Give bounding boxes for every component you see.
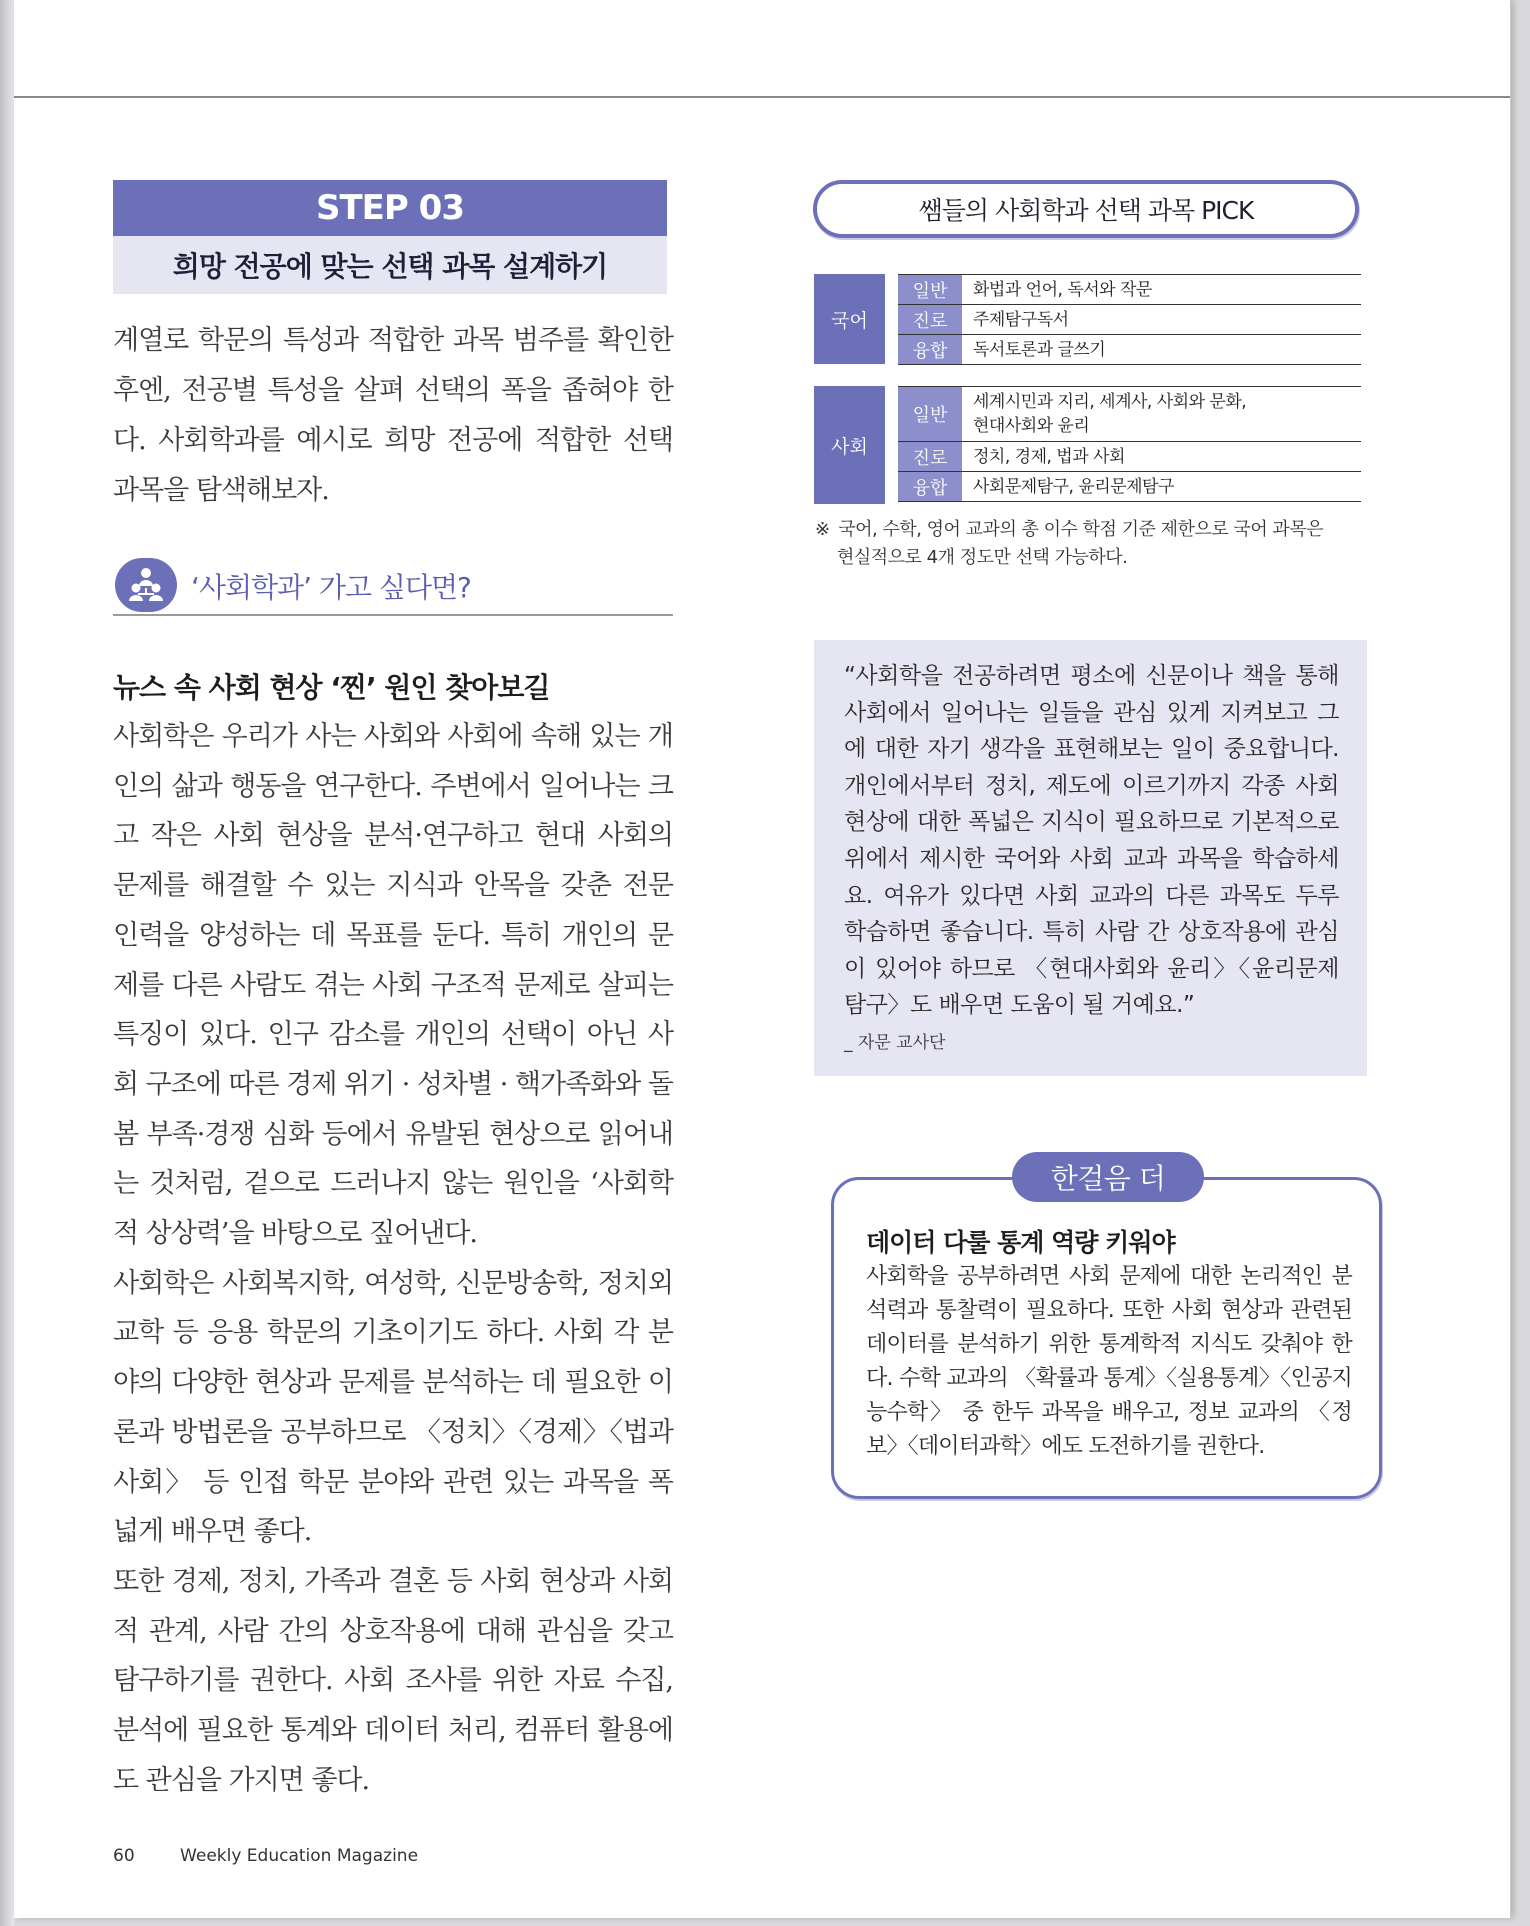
subject-type: 진로 — [898, 442, 963, 471]
major-heading — [113, 558, 673, 616]
teacher-quote-box — [814, 640, 1367, 1076]
subject-list-line: 현대사회와 윤리 — [973, 416, 1090, 436]
subject-group-social — [814, 386, 1354, 504]
magazine-name: Weekly Education Magazine — [180, 1846, 419, 1866]
note-line: 현실적으로 4개 정도만 선택 가능하다. — [837, 547, 1128, 568]
step-header — [113, 180, 667, 294]
subject-list: 화법과 언어, 독서와 작문 — [973, 279, 1152, 300]
subject-list: 사회문제탐구, 윤리문제탐구 — [973, 476, 1174, 497]
tip-label: 한걸음 더 — [1012, 1152, 1204, 1202]
page-edge — [0, 0, 14, 1926]
subject-row — [898, 335, 1361, 365]
subject-row — [898, 387, 1361, 442]
subject-row — [898, 305, 1361, 335]
subject-group-korean — [814, 274, 1354, 364]
subject-rows — [898, 274, 1361, 365]
tip-text: 사회학을 공부하려면 사회 문제에 대한 논리적인 분석력과 통찰력이 필요하다. 또한 사회 현상과 관련된 데이터를 분석하기 위한 통계학적 지식도 갖춰야 한다. 수학 교과의 〈확률과 통계〉〈실용통계〉〈인공지능수학〉 중 한두 과목을 배우고, 정보 교과의 〈정보〉〈데이터과학〉에도 도전하기를 권한다. — [866, 1264, 1352, 1459]
subject-category: 국어 — [814, 274, 885, 364]
subject-list: 주제탐구독서 — [973, 309, 1069, 330]
note-mark: ※ — [815, 519, 830, 540]
subject-type: 융합 — [898, 335, 963, 364]
subject-list — [963, 387, 1256, 441]
page-footer — [113, 1846, 418, 1866]
note-line: 국어, 수학, 영어 교과의 총 이수 학점 기준 제한으로 국어 과목은 — [838, 519, 1324, 540]
subject-row — [898, 472, 1361, 502]
quote-attribution: _ 자문 교사단 — [844, 1032, 946, 1053]
subject-type: 일반 — [898, 275, 963, 304]
intro-paragraph: 계열로 학문의 특성과 적합한 과목 범주를 확인한 후엔, 전공별 특성을 살펴 선택의 폭을 좁혀야 한다. 사회학과를 예시로 희망 전공에 적합한 선택 과목을 탐색해보자. — [113, 325, 673, 506]
magazine-page — [14, 0, 1511, 1918]
article-paragraph: 사회학은 우리가 사는 사회와 사회에 속해 있는 개인의 삶과 행동을 연구한다. 주변에서 일어나는 크고 작은 사회 현상을 분석·연구하고 현대 사회의 문제를 해결할 수 있는 지식과 안목을 갖춘 전문 인력을 양성하는 데 목표를 둔다. 특히 개인의 문제를 다른 사람도 겪는 사회 구조적 문제로 살피는 특징이 있다. 인구 감소를 개인의 선택이 아닌 사회 구조에 따른 경제 위기 · 성차별 · 핵가족화와 돌봄 부족·경쟁 심화 등에서 유발된 현상으로 읽어내는 것처럼, 겉으로 드러나지 않는 원인을 ‘사회학적 상상력’을 바탕으로 짚어낸다. — [113, 721, 673, 1250]
step-badge: STEP 03 — [113, 180, 667, 236]
subject-list: 독서토론과 글쓰기 — [973, 339, 1106, 360]
article-paragraph: 사회학은 사회복지학, 여성학, 신문방송학, 정치외교학 등 응용 학문의 기초이기도 하다. 사회 각 분야의 다양한 현상과 문제를 분석하는 데 필요한 이론과 방법론을 공부하므로 〈정치〉〈경제〉〈법과 사회〉 등 인접 학문 분야와 관련 있는 과목을 폭넓게 배우면 좋다. — [113, 1267, 673, 1548]
subject-row — [898, 442, 1361, 472]
article-body — [113, 712, 673, 1805]
article-paragraph: 또한 경제, 정치, 가족과 결혼 등 사회 현상과 사회적 관계, 사람 간의 상호작용에 대해 관심을 갖고 탐구하기를 권한다. 사회 조사를 위한 자료 수집, 분석에 필요한 통계와 데이터 처리, 컴퓨터 활용에도 관심을 가지면 좋다. — [113, 1565, 673, 1796]
step-subtitle: 희망 전공에 맞는 선택 과목 설계하기 — [113, 236, 667, 294]
page-number: 60 — [113, 1846, 135, 1866]
subject-list-line: 세계시민과 지리, 세계사, 사회와 문화, — [973, 392, 1247, 412]
subject-list: 정치, 경제, 법과 사회 — [973, 446, 1125, 467]
pick-title: 쌤들의 사회학과 선택 과목 PICK — [813, 180, 1359, 238]
quote-text: “사회학을 전공하려면 평소에 신문이나 책을 통해 사회에서 일어나는 일들을 관심 있게 지켜보고 그에 대한 자기 생각을 표현해보는 일이 중요합니다. 개인에서부터 정치, 제도에 이르기까지 각종 사회 현상에 대한 폭넓은 지식이 필요하므로 기본적으로 위에서 제시한 국어와 사회 교과 과목을 학습하세요. 여유가 있다면 사회 교과의 다른 과목도 두루 학습하면 좋습니다. 특히 사람 간 상호작용에 관심이 있어야 하므로 〈현대사회와 윤리〉〈윤리문제탐구〉도 배우면 도움이 될 거예요.” — [844, 663, 1339, 1019]
top-rule — [14, 96, 1510, 98]
pick-note — [815, 516, 1375, 572]
subject-category: 사회 — [814, 386, 885, 504]
subject-type: 융합 — [898, 472, 963, 501]
people-group-icon — [115, 558, 177, 612]
major-title: ‘사회학과’ 가고 싶다면? — [191, 571, 471, 604]
subject-type: 진로 — [898, 305, 963, 334]
subject-rows — [898, 386, 1361, 502]
article-heading: 뉴스 속 사회 현상 ‘찐’ 원인 찾아보길 — [113, 671, 550, 704]
subject-row — [898, 275, 1361, 305]
tip-heading: 데이터 다룰 통계 역량 키워야 — [866, 1228, 1175, 1257]
subject-type: 일반 — [898, 387, 963, 441]
